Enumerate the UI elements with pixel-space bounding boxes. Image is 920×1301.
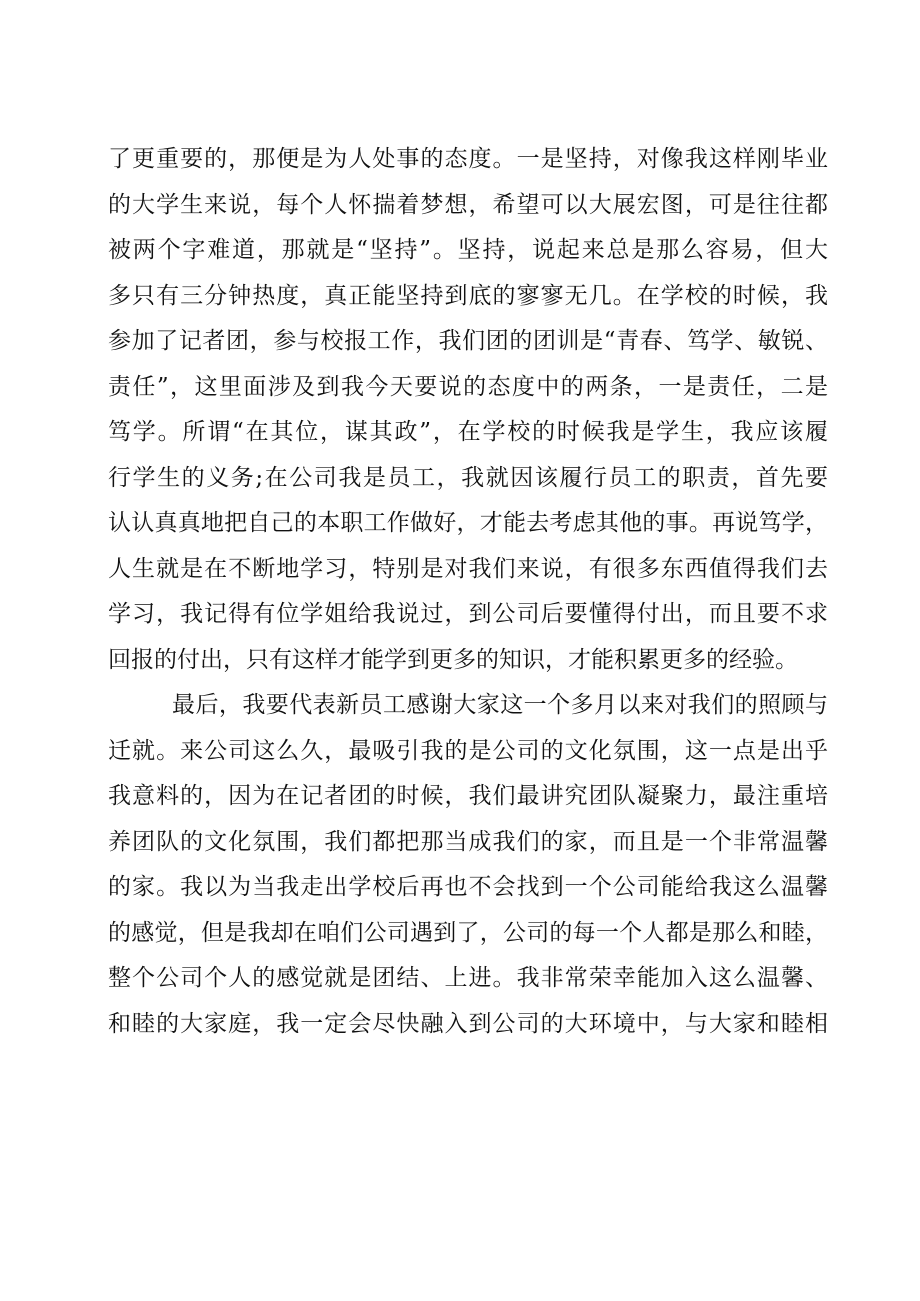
body-text <box>108 137 828 1047</box>
paragraph-1-line-7: 笃学。所谓“在其位，谋其政”，在学校的时候我是学生，我应该履 <box>108 419 828 445</box>
paragraph-2-line-5: 的家。我以为当我走出学校后再也不会找到一个公司能给我这么温馨 <box>108 874 828 900</box>
paragraph-2-line-7: 整个公司个人的感觉就是团结、上进。我非常荣幸能加入这么温馨、 <box>108 965 828 991</box>
paragraph-2-line-3: 我意料的，因为在记者团的时候，我们最讲究团队凝聚力，最注重培 <box>108 783 828 809</box>
paragraph-1-line-10: 人生就是在不断地学习，特别是对我们来说，有很多东西值得我们去 <box>108 555 828 582</box>
paragraph-2-line-4: 养团队的文化氛围，我们都把那当成我们的家，而且是一个非常温馨 <box>108 828 828 855</box>
paragraph-2-line-1: 最后，我要代表新员工感谢大家这一个多月以来对我们的照顾与 <box>172 692 828 718</box>
paragraph-1-line-8: 行学生的义务;在公司我是员工，我就因该履行员工的职责，首先要 <box>108 464 828 491</box>
paragraph-2-line-8: 和睦的大家庭，我一定会尽快融入到公司的大环境中，与大家和睦相 <box>108 1010 828 1037</box>
paragraph-1-line-11: 学习，我记得有位学姐给我说过，到公司后要懂得付出，而且要不求 <box>108 601 828 627</box>
paragraph-1-line-12: 回报的付出，只有这样才能学到更多的知识，才能积累更多的经验。 <box>108 646 798 673</box>
paragraph-1-line-2: 的大学生来说，每个人怀揣着梦想，希望可以大展宏图，可是往往都 <box>108 191 828 218</box>
paragraph-1-line-1: 了更重要的，那便是为人处事的态度。一是坚持，对像我这样刚毕业 <box>108 146 828 172</box>
paragraph-1-line-3: 被两个字难道，那就是“坚持”。坚持，说起来总是那么容易，但大 <box>108 237 828 263</box>
paragraph-1-line-4: 多只有三分钟热度，真正能坚持到底的寥寥无几。在学校的时候，我 <box>108 282 828 309</box>
paragraph-1-line-6: 责任”，这里面涉及到我今天要说的态度中的两条，一是责任，二是 <box>108 373 828 400</box>
paragraph-1-line-5: 参加了记者团，参与校报工作，我们团的团训是“青春、笃学、敏锐、 <box>108 328 828 354</box>
paragraph-2-line-6: 的感觉，但是我却在咱们公司遇到了，公司的每一个人都是那么和睦， <box>108 919 828 946</box>
paragraph-2-line-2: 迁就。来公司这么久，最吸引我的是公司的文化氛围，这一点是出乎 <box>108 737 828 764</box>
paragraph-1-line-9: 认认真真地把自己的本职工作做好，才能去考虑其他的事。再说笃学， <box>108 510 828 536</box>
